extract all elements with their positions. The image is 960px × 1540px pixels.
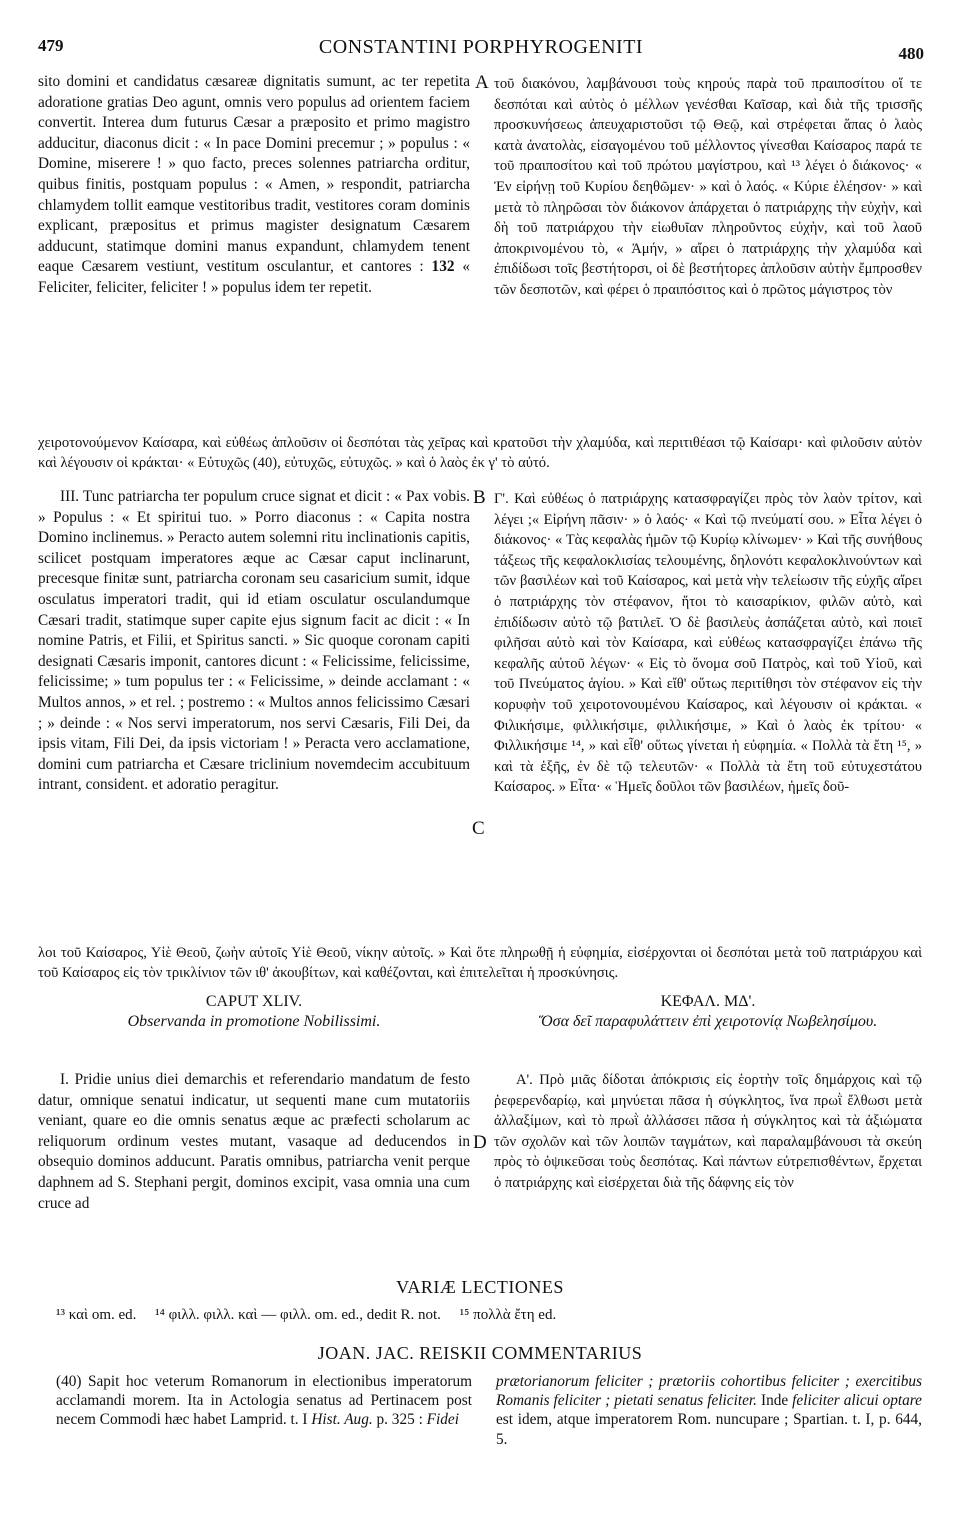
line-number: 132 [431, 258, 455, 276]
full-text-b: λοι τοῦ Καίσαρος, Υἱὲ Θεοῦ, ζωὴν αὐτοῖς Υἱὲ Θεοῦ, νίκην αὐτοῖς. » Καὶ ὅτε πληρωθῇ ἡ εὐφημία, εἰσέρχονται οἱ δεσπόται μετὰ τοῦ πατριάρχου καὶ τοῦ Καίσαρος εἰς τὸν τρικλίνιον τῶν ιθ' ἀκουβίτων, καὶ καθέζονται, καὶ ἐπιτελεῖται ἡ προσκύνησις. [38, 944, 922, 982]
variae-notes [56, 1307, 926, 1324]
greek-text-b: Γ'. Καὶ εὐθέως ὁ πατριάρχης κατασφραγίζει πρὸς τὸν λαὸν τρίτον, καὶ λέγει ;« Εἰρήνη πᾶσιν· » ὁ λαός· « Καὶ τῷ πνεύματί σου. » Εἶτα λέγει ὁ διάκονος· « Τὰς κεφαλὰς ἡμῶν τῷ Κυρίῳ κλίνωμεν· » Καὶ τῆς συνήθους τάξεως τῆς κεφαλοκλισίας τελουμένης, δηλονότι κεφαλοκλινούντων καὶ τῶν βασιλέων καὶ τοῦ Καίσαρος, καὶ μετὰ νὴν τελείωσιν τῆς εὐχῆς αἴρει ὁ πατριάρχης τὸν στέφανον, ἤτοι τὸ καισαρίκιον, φιλῶν αὐτὸ, καὶ ἐπιδίδωσιν αὐτὸ τῷ βατιλεῖ. Ὁ δὲ βασιλεὺς ἀσπάζεται αὐτὸ, καὶ ποιεῖ φιλῆσαι αὐτὸ καὶ τὸν Καίσαρα, καὶ εὐθέως κατασφραγίζει ἐπάνω τῆς κεφαλῆς αὐτοῦ λέγων· « Εἰς τὸ ὄνομα σοῦ Πατρὸς, καὶ τοῦ Υἱοῦ, καὶ τοῦ Πνεύματος ἁγίου. » Καὶ εἴθ' οὕτως περιτίθησι τὸν στέφανον εἰς τὴν κορυφὴν τοῦ χειροτονουμένου Καίσαρος, καὶ λέγουσιν οἱ κράκται. « Φιλικήσιμε, φιλλικήσιμε, φιλλικήσιμε, » Καὶ ὁ λαὸς ἐκ τρίτου· « Φιλλικήσιμε ¹⁴, » καὶ εἶθ' οὕτως γίνεται ἡ εὐφημία. « Πολλὰ τὰ ἔτη ¹⁵, » καὶ τὰ ἑξῆς, ἐν δὲ τῷ τελευτῶν· « Πολλὰ τὰ ἔτη τοῦ εὐτυχεστάτου Καίσαρος. » Εἶτα· « Ἡμεῖς δοῦλοι τῶν βασιλέων, ἡμεῖς δοῦ- [494, 491, 922, 796]
greek-column-c [494, 1070, 922, 1194]
greek-column-b [494, 489, 922, 798]
full-text-a: χειροτονούμενον Καίσαρα, καὶ εὐθέως ἁπλοῦσιν οἱ δεσπόται τὰς χεῖρας καὶ κρατοῦσι τὴν χλαμύδα, καὶ περιτιθέασι τῷ Καίσαρι· καὶ φιλοῦσιν αὐτὸν καὶ λέγουσιν οἱ κράκται· « Εὐτυχῶς (40), εὐτυχῶς, εὐτυχῶς. » καὶ ὁ λαὸς ἐκ γ' τὸ αὐτό. [38, 434, 922, 472]
latin-text-c: I. Pridie unius diei demarchis et referendario mandatum de festo datur, omnique senatui indicatur, ut sequenti mane cum mutatoriis veniant, quare eo die omnis senatus æque ac præfecti scholarum ac reliquorum ordinum vestes mutant, vasaque ad deducendos in obsequio dominos adducunt. Paratis omnibus, patriarcha venit perque daphnem ad S. Stephani pergit, dominos excipit, vasa omnia una cum cruce ad [38, 1071, 470, 1212]
note-15-text: πολλὰ ἔτη ed. [473, 1307, 557, 1323]
latin-column-a [38, 72, 470, 299]
page-header [38, 30, 924, 66]
note-14-num: ¹⁴ [155, 1307, 165, 1323]
commentary-title: JOAN. JAC. REISKII COMMENTARIUS [317, 1343, 643, 1363]
section-marker-c: C [472, 818, 485, 839]
commentary-right [496, 1372, 922, 1449]
commentary-right-italic: prætorianorum feliciter ; prætoriis cohortibus feliciter ; exercitibus Romanis feliciter ; pietati senatus feliciter. [496, 1373, 922, 1410]
latin-column-c [38, 1070, 470, 1214]
commentary-left-italic2: Fidei [426, 1411, 459, 1429]
commentary-right-italic2: feliciter alicui optare [792, 1392, 922, 1410]
note-13-text: καὶ om. ed. [68, 1307, 137, 1323]
chapter-subtitle-greek: Ὅσα δεῖ παραφυλάττειν ἐπὶ χειροτονίᾳ Νωβελησίμου. [538, 1013, 878, 1030]
chapter-heading-greek [494, 992, 922, 1032]
page-number-left: 479 [38, 36, 64, 55]
latin-text-a2: « Feliciter, feliciter, feliciter ! » populus idem ter repetit. [38, 258, 471, 296]
full-width-greek-b [38, 928, 922, 998]
commentary-left-italic: Hist. Aug. [311, 1411, 373, 1429]
section-marker-a: A [475, 72, 489, 93]
chapter-title-latin: CAPUT XLIV. [205, 993, 303, 1010]
latin-text-b: III. Tunc patriarcha ter populum cruce signat et dicit : « Pax vobis. » Populus : « Et spiritui tuo. » Porro diaconus : « Capita nostra Domino inclinemus. » Peracto autem solemni ritu inclinationis capitis, scilicet postquam imperatores æque ac Cæsar caput inclinarunt, precesque finitæ sunt, patriarcha coronam seu casaricium sumit, idque osculatus imperatori tradit, qui id etiam osculatur osculandumque Cæsari tradit, statimque super capite ejus signum facit ac dicit : « In nomine Patris, et Filii, et Spiritus sancti. » Sic quoque coronam capiti designati Cæsaris imponit, cantores dicunt : « Felicissime, felicissime, felicissime; » tum populus ter : « Felicissime, » deinde acclamant : « Multos annos, » et rel. ; postremo : « Multos annos felicissimo Cæsari ; » deinde : « Nos servi imperatorum, nos servi Cæsaris, Fili Dei, da ipsis vitam, Fili Dei, da ipsis victoriam ! » Peracta vero acclamatione, domini cum patriarcha et Cæsare triclinium novemdecim accubituum intrant, consident. et adoratio peragitur. [38, 488, 470, 794]
latin-column-b [38, 487, 470, 796]
commentary-right-text: Inde [760, 1392, 789, 1410]
running-title: CONSTANTINI PORPHYROGENITI [318, 36, 644, 58]
note-14-text: φιλλ. φιλλ. καὶ — φιλλ. om. ed., dedit R. not. [168, 1307, 441, 1323]
commentary-left-text: (40) Sapit hoc veterum Romanorum in electionibus imperatorum acclamandi morem. Ita in Actologia senatus ad Pertinacem post necem Commodi hæc habet Lamprid. t. I [56, 1373, 472, 1429]
greek-text-a: τοῦ διακόνου, λαμβάνουσι τοὺς κηρούς παρὰ τοῦ πραιποσίτου οἵ τε δεσπόται καὶ αὐτὸς ὁ μέλλων γενέσθαι Καῖσαρ, καὶ διὰ τῆς τρισσῆς προσκυνήσεως ἀπευχαριστοῦσι τῷ Θεῷ, καὶ στρέφεται ἅπας ὁ λαὸς κατὰ ἀνατολὰς, εἰσαγομένου τοῦ μέλλοντος γίνεσθαι Καίσαρος παρά τε τοῦ πραιποσίτου καὶ τοῦ πρώτου μαγίστρου, καὶ ¹³ λέγει ὁ διάκονος· « Ἐν εἰρήνῃ τοῦ Κυρίου δεηθῶμεν· » καὶ ὁ λαός. « Κύριε ἐλέησον· » καὶ μετὰ τὸ πληρῶσαι τὸν διάκονον ἀπάρχεται ὁ πατριάρχης τὴν εὐχὴν, καὶ δὴ τοῦ πατριάρχου τὴν εἰωθυῖαν πληροῦντος εὐχὴν, καὶ τοῦ λαοῦ ἀποκρινομένου τὸ, « Ἀμήν, » αἴρει ὁ πατριάρχης τὴν χλαμύδα καὶ ἐπιδίδωσι τοῖς βεστήτορσι, οἱ δὲ βεστήτορες ἁπλοῦσιν αὐτὴν ἔμπροσθεν τῶν δεσποτῶν, καὶ φέρει ὁ πραιπόσιτος καὶ ὁ πρῶτος μάγιστρος τὸν [494, 76, 922, 298]
greek-column-a [494, 74, 922, 301]
variae-title: VARIÆ LECTIONES [396, 1277, 564, 1297]
commentary-left [56, 1372, 472, 1430]
greek-text-c: Α'. Πρὸ μιᾶς δίδοται ἀπόκρισις εἰς ἑορτὴν τοῖς δημάρχοις καὶ τῷ ῥεφερενδαρίῳ, καὶ μηνύεται πᾶσα ἡ σύγκλητος, ἵνα πρωῒ ἔλθωσι μετὰ ἀλλαξίμων, καὶ τὸ πρωῒ ἀλλάσσει πᾶσα ἡ σύγκλητος καὶ τὰ ἀξιώματα τῶν σχολῶν καὶ τῶν λοιπῶν ταγμάτων, καὶ παραλαμβάνουσι τὰ σκεύη πρὸς τὸ ὀψικεῦσαι τοὺς δεσπότας. Καὶ πάντων εὐτρεπισθέντων, ἔρχεται ὁ πατριάρχης καὶ εἰσέρχεται διὰ τῆς δάφνης εἰς τὸν [494, 1072, 922, 1191]
full-width-greek-a [38, 418, 922, 488]
chapter-heading-latin [38, 992, 470, 1032]
commentary-right-end: est idem, atque imperatorem Rom. nuncupare ; Spartian. t. I, p. 644, 5. [496, 1411, 922, 1448]
page-number-right: 480 [898, 44, 924, 63]
commentary-left-end: p. 325 : [376, 1411, 423, 1429]
section-marker-b: B [473, 487, 486, 508]
latin-text-a: sito domini et candidatus cæsareæ dignitatis sumunt, ac ter repetita adoratione gratias Deo agunt, omnis vero populus ad orientem faciem convertit. Interea dum futurus Cæsar a præposito et primo magistro adducitur, diaconus dicit : « In pace Domini precemur ; » populus : « Domine, miserere ! » quo facto, preces solennes patriarcha orditur, quibus finitis, postquam populus : « Amen, » respondit, patriarcha chlamydem tollit eamque vestitoribus tradit, vestitores coram dominis explicant, præpositus et primus magister designatum Cæsarem adducunt, statimque domini manus expandunt, chlamydem tenent eaque Cæsarem vestiunt, vestitum osculantur, et cantores : [38, 73, 470, 276]
chapter-title-greek: ΚΕΦΑΛ. ΜΔ'. [660, 993, 756, 1010]
section-marker-d: D [473, 1132, 487, 1153]
chapter-subtitle-latin: Observanda in promotione Nobilissimi. [127, 1013, 381, 1030]
note-13-num: ¹³ [56, 1307, 65, 1323]
note-15-num: ¹⁵ [459, 1307, 470, 1323]
